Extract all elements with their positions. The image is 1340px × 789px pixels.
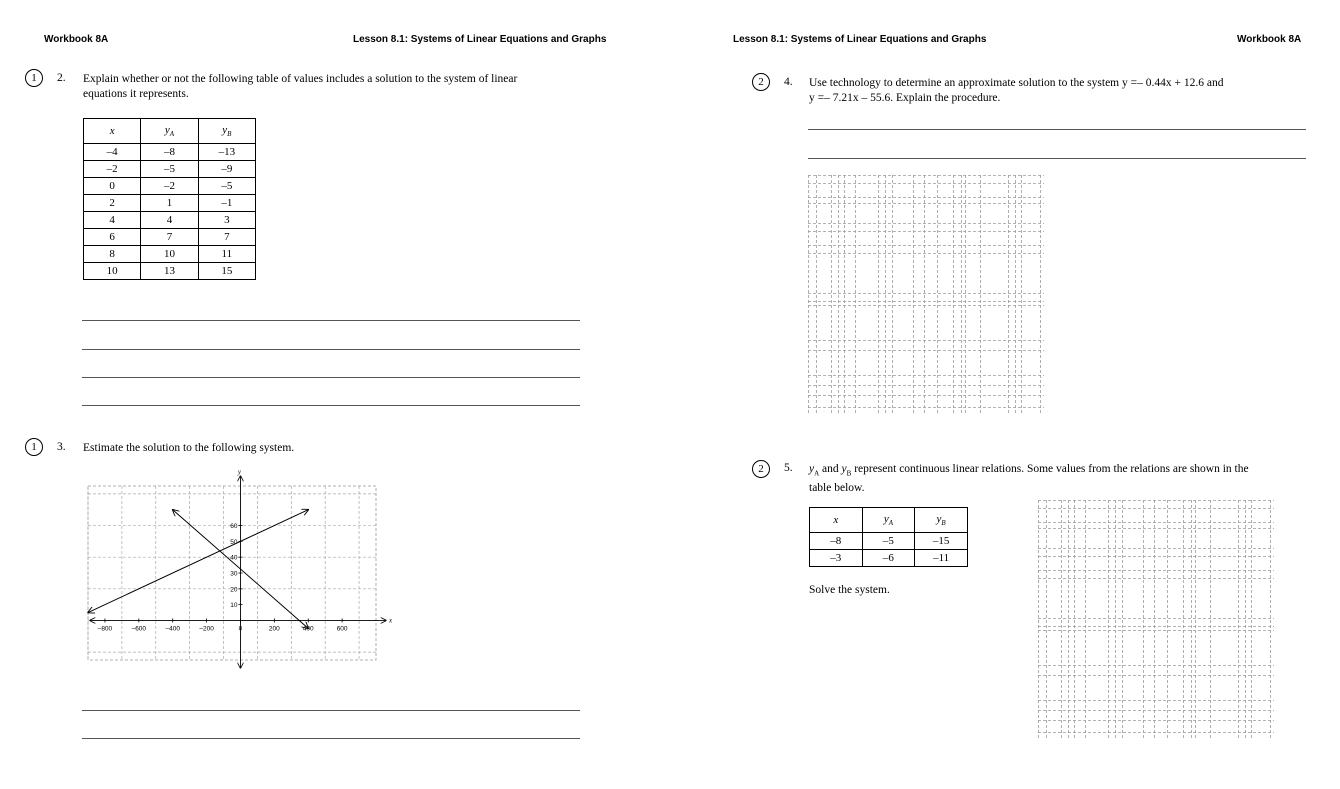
q3-answer-line-2[interactable] bbox=[82, 738, 580, 739]
q5-number: 5. bbox=[784, 462, 793, 474]
q3-chart-lines bbox=[88, 510, 308, 629]
q4-work-grid bbox=[808, 175, 1044, 413]
table-cell: 1 bbox=[141, 195, 198, 212]
q4-text-line2: y =– 7.21x – 55.6. Explain the procedure. bbox=[809, 92, 1001, 104]
right-header-lesson: Lesson 8.1: Systems of Linear Equations and Graphs bbox=[733, 34, 987, 45]
table-cell: –8 bbox=[810, 533, 863, 550]
q5-marks-badge: 2 bbox=[752, 460, 770, 478]
table-cell: –11 bbox=[915, 550, 968, 567]
q2-number: 2. bbox=[57, 72, 66, 84]
q3-text: Estimate the solution to the following system. bbox=[83, 442, 295, 454]
q2-text bbox=[83, 72, 603, 102]
q2-answer-line-1[interactable] bbox=[82, 320, 580, 321]
table-row bbox=[84, 246, 256, 263]
table-cell: 2 bbox=[84, 195, 141, 212]
table-cell: 7 bbox=[141, 229, 198, 246]
q3-number: 3. bbox=[57, 441, 66, 453]
q2-answer-line-4[interactable] bbox=[82, 405, 580, 406]
y-tick-label: 40 bbox=[230, 554, 238, 562]
table-row bbox=[84, 229, 256, 246]
q2-values-table bbox=[83, 118, 256, 280]
table-cell: –1 bbox=[198, 195, 255, 212]
table-cell: 8 bbox=[84, 246, 141, 263]
x-axis-label: x bbox=[389, 616, 393, 625]
table-cell: –8 bbox=[141, 144, 198, 161]
table-row bbox=[810, 550, 968, 567]
q5-text bbox=[809, 462, 1319, 496]
table-cell: 6 bbox=[84, 229, 141, 246]
table-cell: –15 bbox=[915, 533, 968, 550]
q4-answer-line-1[interactable] bbox=[808, 129, 1306, 130]
table-cell: 3 bbox=[198, 212, 255, 229]
q5-instruction: Solve the system. bbox=[809, 584, 890, 596]
q2-answer-line-3[interactable] bbox=[82, 377, 580, 378]
table-cell: –4 bbox=[84, 144, 141, 161]
table-cell: –2 bbox=[84, 161, 141, 178]
table-cell: –5 bbox=[198, 178, 255, 195]
table-cell: –2 bbox=[141, 178, 198, 195]
table-row bbox=[810, 533, 968, 550]
table-cell: 7 bbox=[198, 229, 255, 246]
table-cell: 4 bbox=[141, 212, 198, 229]
q5-text-line2: table below. bbox=[809, 482, 865, 495]
y-tick-label: 10 bbox=[230, 602, 238, 610]
table-row bbox=[84, 195, 256, 212]
table-row bbox=[84, 161, 256, 178]
x-tick-label: –200 bbox=[199, 625, 214, 633]
q4-marks-badge: 2 bbox=[752, 73, 770, 91]
y-axis-label: y bbox=[237, 468, 242, 476]
x-tick-label: 200 bbox=[268, 625, 280, 633]
x-tick-label: 600 bbox=[336, 625, 348, 633]
q4-answer-line-2[interactable] bbox=[808, 158, 1306, 159]
q2-marks-badge: 1 bbox=[25, 69, 43, 87]
table-cell: –5 bbox=[862, 533, 915, 550]
table-cell: –13 bbox=[198, 144, 255, 161]
rising-line bbox=[88, 510, 308, 613]
table-row bbox=[84, 212, 256, 229]
y-tick-label: 50 bbox=[230, 538, 238, 546]
x-tick-label: –600 bbox=[131, 625, 147, 633]
y-tick-label: 20 bbox=[230, 586, 238, 594]
x-tick-label: –800 bbox=[97, 625, 113, 633]
q5-values-table bbox=[809, 507, 968, 567]
q5-header-yb: $y_B$ bbox=[915, 508, 968, 533]
table-cell: 4 bbox=[84, 212, 141, 229]
q4-text-line1: Use technology to determine an approximate solution to the system y =– 0.44x + 12.6 and bbox=[809, 77, 1224, 89]
q5-header-ya: $y_A$ bbox=[862, 508, 915, 533]
q3-marks-badge: 1 bbox=[25, 438, 43, 456]
q4-text bbox=[809, 76, 1319, 106]
table-cell: 0 bbox=[84, 178, 141, 195]
q5-header-x: x bbox=[810, 508, 863, 533]
q2-header-x: x bbox=[84, 119, 141, 144]
right-header-workbook: Workbook 8A bbox=[1237, 34, 1302, 45]
q5-work-grid bbox=[1038, 500, 1274, 738]
table-cell: –9 bbox=[198, 161, 255, 178]
q5-text-line1: $y_A$ and $y_B$ represent continuous linear relations. Some values from the relations are shown in the bbox=[809, 463, 1249, 478]
q3-chart-labels bbox=[98, 468, 393, 632]
table-cell: 10 bbox=[141, 246, 198, 263]
table-cell: 13 bbox=[141, 263, 198, 280]
table-cell: 11 bbox=[198, 246, 255, 263]
table-row bbox=[84, 263, 256, 280]
table-row bbox=[84, 144, 256, 161]
table-cell: –3 bbox=[810, 550, 863, 567]
table-cell: 15 bbox=[198, 263, 255, 280]
x-tick-label: 0 bbox=[238, 625, 243, 633]
table-cell: 10 bbox=[84, 263, 141, 280]
table-cell: –5 bbox=[141, 161, 198, 178]
x-tick-label: –400 bbox=[165, 625, 180, 633]
q2-header-ya: $y_A$ bbox=[141, 119, 198, 144]
q3-answer-line-1[interactable] bbox=[82, 710, 580, 711]
q2-text-line2: equations it represents. bbox=[83, 88, 189, 100]
q4-number: 4. bbox=[784, 76, 793, 88]
q2-answer-line-2[interactable] bbox=[82, 349, 580, 350]
left-header-workbook: Workbook 8A bbox=[44, 34, 109, 45]
table-row bbox=[84, 178, 256, 195]
x-tick-label: 400 bbox=[302, 625, 314, 633]
q3-chart-axes bbox=[90, 476, 386, 668]
q2-text-line1: Explain whether or not the following table of values includes a solution to the system of linear bbox=[83, 73, 518, 85]
q2-header-yb: $y_B$ bbox=[198, 119, 255, 144]
left-header-lesson: Lesson 8.1: Systems of Linear Equations and Graphs bbox=[353, 34, 607, 45]
table-cell: –6 bbox=[862, 550, 915, 567]
y-tick-label: 60 bbox=[230, 523, 238, 531]
y-tick-label: 30 bbox=[230, 570, 238, 578]
q3-chart bbox=[80, 468, 393, 673]
